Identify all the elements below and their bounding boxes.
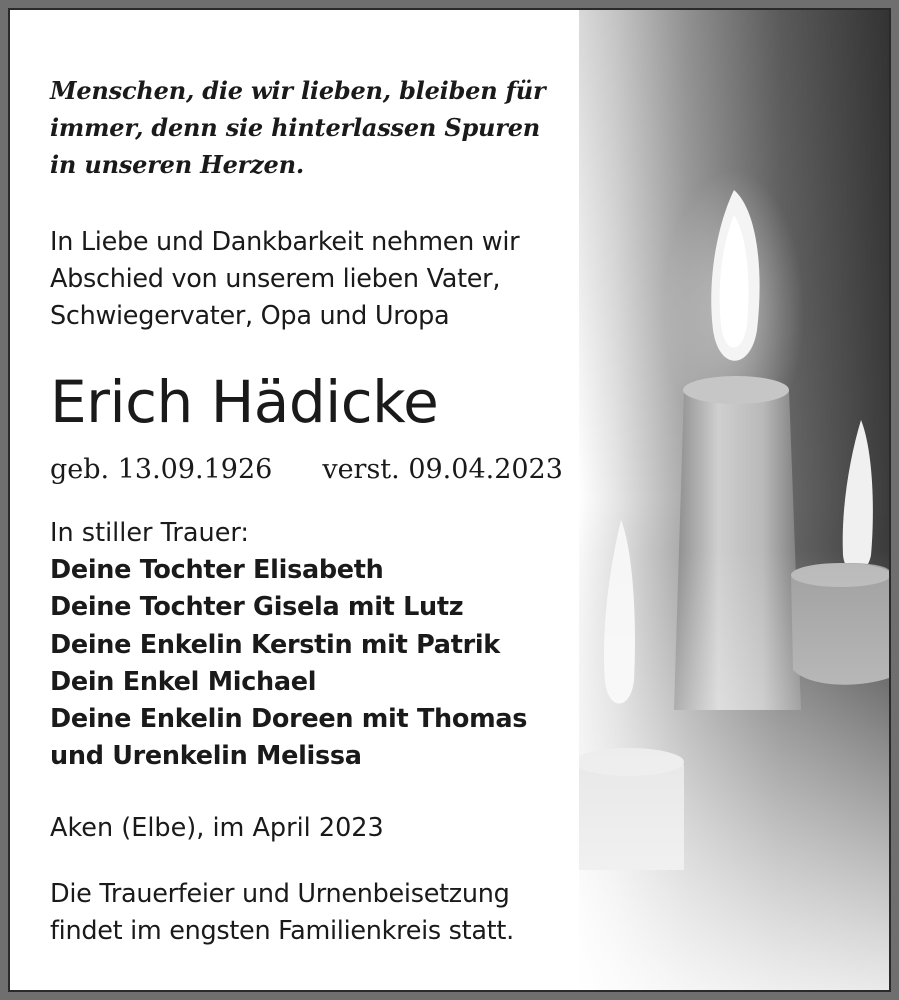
mourner-line: Dein Enkel Michael — [50, 666, 317, 697]
life-dates — [50, 450, 563, 490]
mourner-line: Deine Tochter Gisela mit Lutz — [50, 592, 464, 623]
mourners-list — [50, 552, 527, 776]
quote-line: immer, denn sie hinterlassen Spuren — [50, 113, 541, 142]
intro-line: Abschied von unserem lieben Vater, — [50, 264, 501, 294]
place-date: Aken (Elbe), im April 2023 — [50, 813, 384, 843]
quote-line: in unseren Herzen. — [50, 150, 305, 179]
mourner-line: Deine Tochter Elisabeth — [50, 555, 384, 585]
intro-text — [50, 224, 519, 335]
death-date: verst. 09.04.2023 — [322, 454, 563, 485]
quote-line: Menschen, die wir lieben, bleiben für — [50, 76, 546, 105]
mourner-line: Deine Enkelin Kerstin mit Patrik — [50, 629, 500, 660]
funeral-notice — [50, 876, 514, 950]
mourner-line: Deine Enkelin Doreen mit Thomas — [50, 704, 528, 735]
candles-photo — [579, 10, 889, 990]
deceased-name: Erich Hädicke — [50, 368, 439, 436]
funeral-line: findet im engsten Familienkreis statt. — [50, 916, 514, 946]
birth-date: geb. 13.09.1926 — [50, 454, 273, 485]
funeral-line: Die Trauerfeier und Urnenbeisetzung — [50, 879, 510, 909]
quote — [50, 72, 545, 183]
intro-line: Schwiegervater, Opa und Uropa — [50, 301, 450, 331]
mourner-line: und Urenkelin Melissa — [50, 741, 362, 772]
intro-line: In Liebe und Dankbarkeit nehmen wir — [50, 227, 520, 257]
obituary-card — [8, 8, 891, 992]
mourners-heading: In stiller Trauer: — [50, 518, 250, 548]
